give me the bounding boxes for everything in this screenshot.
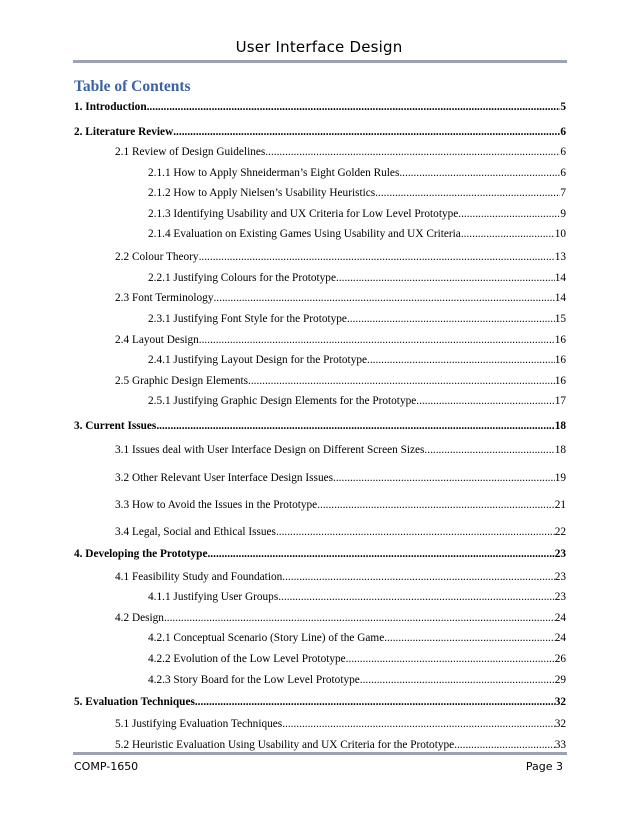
toc-entry-title: 4.2.2 Evolution of the Low Level Prototype bbox=[148, 653, 346, 665]
toc-entry[interactable] bbox=[74, 419, 566, 433]
toc-entry-title: 2.5 Graphic Design Elements bbox=[115, 375, 249, 387]
toc-entry[interactable] bbox=[74, 100, 566, 114]
toc-entry-page: 19 bbox=[554, 472, 566, 484]
toc-dot-leader bbox=[360, 673, 555, 687]
toc-dot-leader bbox=[427, 443, 554, 457]
toc-entry-title: 3.1 Issues deal with User Interface Design on Different Screen Sizes. bbox=[115, 444, 428, 456]
toc-entry[interactable] bbox=[148, 590, 566, 604]
toc-entry-page: 7 bbox=[560, 187, 566, 199]
toc-dot-leader bbox=[333, 471, 555, 485]
toc-entry[interactable] bbox=[148, 312, 566, 326]
toc-entry[interactable] bbox=[115, 525, 566, 539]
toc-entry[interactable] bbox=[115, 570, 566, 584]
toc-entry-page: 24 bbox=[554, 612, 566, 624]
toc-dot-leader bbox=[384, 631, 554, 645]
toc-entry-page: 32 bbox=[554, 718, 566, 730]
toc-entry-page: 26 bbox=[554, 653, 566, 665]
toc-dot-leader bbox=[156, 419, 554, 433]
toc-entry[interactable] bbox=[148, 271, 566, 285]
toc-entry[interactable] bbox=[148, 186, 566, 200]
toc-entry-title: 3.2 Other Relevant User Interface Design Issues bbox=[115, 472, 334, 484]
toc-entry-title: 5. Evaluation Techniques bbox=[74, 696, 195, 708]
toc-entry-title: 5.2 Heuristic Evaluation Using Usability and UX Criteria for the Prototype bbox=[115, 739, 455, 751]
toc-entry[interactable] bbox=[115, 333, 566, 347]
toc-entry-page: 32 bbox=[554, 696, 566, 708]
toc-entry-title: 2.2 Colour Theory bbox=[115, 251, 199, 263]
toc-entry-title: 4.2.1 Conceptual Scenario (Story Line) of the Game bbox=[148, 632, 385, 644]
toc-entry[interactable] bbox=[148, 673, 566, 687]
toc-entry-page: 16 bbox=[554, 334, 566, 346]
toc-entry-title: 2.3.1 Justifying Font Style for the Prototype bbox=[148, 313, 347, 325]
page-header-title: User Interface Design bbox=[235, 38, 403, 56]
toc-entry[interactable] bbox=[115, 443, 566, 457]
toc-entry-page: 23 bbox=[554, 548, 566, 560]
toc-dot-leader bbox=[213, 291, 554, 305]
toc-entry-page: 18 bbox=[554, 444, 566, 456]
toc-entry-title: 4. Developing the Prototype bbox=[74, 548, 208, 560]
toc-dot-leader bbox=[265, 145, 560, 159]
toc-heading: Table of Contents bbox=[74, 78, 191, 95]
toc-entry-title: 1. Introduction bbox=[74, 101, 147, 113]
toc-entry-title: 2. Literature Review bbox=[74, 126, 174, 138]
toc-entry-page: 17 bbox=[554, 395, 566, 407]
toc-entry-title: 2.4.1 Justifying Layout Design for the Prototype bbox=[148, 354, 368, 366]
toc-dot-leader bbox=[454, 738, 555, 752]
toc-entry-page: 33 bbox=[554, 739, 566, 751]
toc-entry-title: 2.1 Review of Design Guidelines bbox=[115, 146, 266, 158]
toc-entry-page: 6 bbox=[560, 167, 566, 179]
toc-dot-leader bbox=[173, 125, 560, 139]
toc-dot-leader bbox=[282, 570, 554, 584]
toc-entry[interactable] bbox=[115, 717, 566, 731]
toc-entry-page: 9 bbox=[560, 208, 566, 220]
toc-entry-page: 6 bbox=[560, 146, 566, 158]
toc-entry[interactable] bbox=[115, 611, 566, 625]
toc-dot-leader bbox=[164, 611, 555, 625]
toc-dot-leader bbox=[416, 394, 554, 408]
toc-entry-page: 5 bbox=[560, 101, 566, 113]
toc-entry-page: 22 bbox=[554, 526, 566, 538]
toc-entry-title: 2.1.2 How to Apply Nielsen’s Usability Heuristics. bbox=[148, 187, 379, 199]
toc-dot-leader bbox=[278, 590, 554, 604]
toc-dot-leader bbox=[378, 186, 560, 200]
toc-entry[interactable] bbox=[148, 353, 566, 367]
toc-entry-page: 16 bbox=[554, 375, 566, 387]
toc-entry-page: 18 bbox=[554, 420, 566, 432]
toc-dot-leader bbox=[367, 353, 555, 367]
toc-entry-page: 14 bbox=[554, 292, 566, 304]
toc-entry[interactable] bbox=[148, 631, 566, 645]
toc-entry-page: 14 bbox=[554, 272, 566, 284]
toc-dot-leader bbox=[346, 652, 555, 666]
footer-divider bbox=[73, 752, 567, 755]
toc-dot-leader bbox=[461, 207, 560, 221]
toc-entry-title: 4.1 Feasibility Study and Foundation bbox=[115, 571, 283, 583]
footer-course-code: COMP-1650 bbox=[74, 760, 139, 773]
toc-entry-title: 4.1.1 Justifying User Groups bbox=[148, 591, 279, 603]
toc-entry[interactable] bbox=[74, 547, 566, 561]
toc-dot-leader bbox=[461, 227, 555, 241]
toc-entry-title: 2.3 Font Terminology bbox=[115, 292, 214, 304]
toc-entry-title: 2.2.1 Justifying Colours for the Prototype bbox=[148, 272, 336, 284]
toc-dot-leader bbox=[399, 166, 560, 180]
toc-entry-page: 16 bbox=[554, 354, 566, 366]
toc-entry-page: 13 bbox=[554, 251, 566, 263]
toc-entry-title: 3. Current Issues bbox=[74, 420, 157, 432]
toc-entry[interactable] bbox=[115, 374, 566, 388]
toc-entry-page: 29 bbox=[554, 674, 566, 686]
toc-entry-page: 24 bbox=[554, 632, 566, 644]
footer-page-number: Page 3 bbox=[525, 760, 563, 773]
toc-entry-page: 15 bbox=[554, 313, 566, 325]
toc-entry[interactable] bbox=[115, 498, 566, 512]
toc-entry-title: 3.4 Legal, Social and Ethical Issues bbox=[115, 526, 276, 538]
toc-dot-leader bbox=[248, 374, 555, 388]
toc-entry[interactable] bbox=[148, 207, 566, 221]
toc-entry[interactable] bbox=[115, 471, 566, 485]
toc-dot-leader bbox=[199, 333, 555, 347]
toc-dot-leader bbox=[347, 312, 555, 326]
toc-dot-leader bbox=[195, 695, 555, 709]
toc-dot-leader bbox=[199, 250, 555, 264]
toc-entry-title: 3.3 How to Avoid the Issues in the Prototype bbox=[115, 499, 318, 511]
toc-entry-title: 5.1 Justifying Evaluation Techniques bbox=[115, 718, 283, 730]
toc-entry[interactable] bbox=[74, 695, 566, 709]
toc-entry-title: 2.1.3 Identifying Usability and UX Criteria for Low Level Prototype. bbox=[148, 208, 462, 220]
toc-entry[interactable] bbox=[148, 166, 566, 180]
toc-entry[interactable] bbox=[115, 145, 566, 159]
toc-dot-leader bbox=[336, 271, 555, 285]
toc-entry[interactable] bbox=[74, 125, 566, 139]
toc-entry[interactable] bbox=[148, 227, 566, 241]
toc-entry[interactable] bbox=[115, 738, 566, 752]
toc-entry[interactable] bbox=[148, 394, 566, 408]
toc-entry-title: 2.1.1 How to Apply Shneiderman’s Eight Golden Rules bbox=[148, 167, 400, 179]
toc-dot-leader bbox=[276, 525, 555, 539]
toc-entry[interactable] bbox=[115, 250, 566, 264]
toc-entry-title: 2.1.4 Evaluation on Existing Games Using Usability and UX Criteria bbox=[148, 228, 461, 240]
toc-entry-page: 23 bbox=[554, 591, 566, 603]
toc-entry-title: 2.4 Layout Design bbox=[115, 334, 199, 346]
toc-entry[interactable] bbox=[115, 291, 566, 305]
toc-entry-title: 4.2.3 Story Board for the Low Level Prototype bbox=[148, 674, 360, 686]
toc-dot-leader bbox=[147, 100, 561, 114]
toc-entry[interactable] bbox=[148, 652, 566, 666]
toc-entry-title: 2.5.1 Justifying Graphic Design Elements for the Prototype bbox=[148, 395, 417, 407]
toc-entry-page: 21 bbox=[554, 499, 566, 511]
toc-entry-page: 10 bbox=[554, 228, 566, 240]
toc-dot-leader bbox=[282, 717, 555, 731]
toc-entry-page: 23 bbox=[554, 571, 566, 583]
toc-dot-leader bbox=[317, 498, 555, 512]
toc-entry-title: 4.2 Design bbox=[115, 612, 164, 624]
toc-dot-leader bbox=[207, 547, 554, 561]
toc-entry-page: 6 bbox=[560, 126, 566, 138]
